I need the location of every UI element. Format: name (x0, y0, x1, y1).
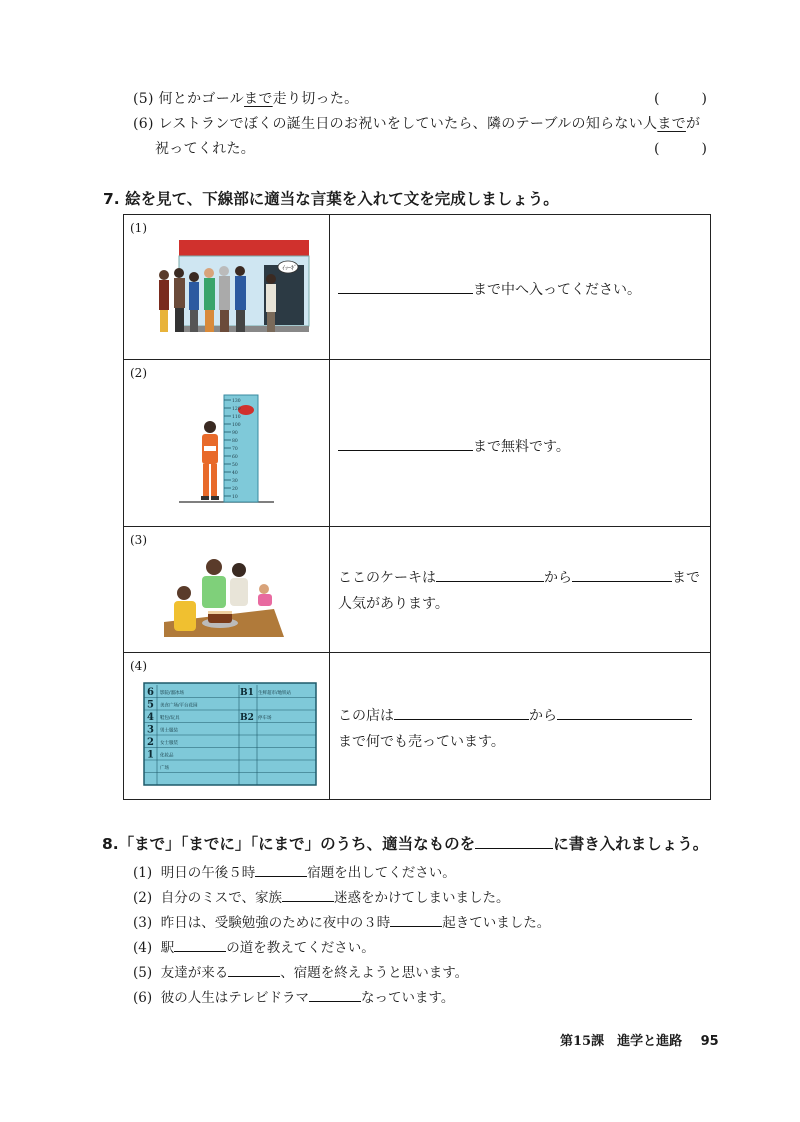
ex7-picture-cell-3: (3) (124, 527, 330, 653)
ex8-answer-blank[interactable] (228, 962, 280, 977)
ruler-tick-label: 130 (232, 399, 241, 404)
floor-number: 5 (147, 699, 154, 711)
floor-label: 美食广场/平台花园 (160, 703, 198, 709)
basement-label: 停车场 (258, 716, 272, 721)
ruler-tick-label: 120 (232, 407, 241, 412)
speech-bubble-text: ｲｯｰｷﾞ (282, 265, 298, 272)
ex8-item: (4) 駅 の道を教えてください。 (133, 936, 375, 956)
answer-blank-4b[interactable] (557, 705, 692, 720)
heading-blank (475, 833, 553, 849)
ex8-answer-blank[interactable] (282, 887, 334, 902)
cake-illustration (124, 527, 329, 653)
floor-number: 4 (147, 712, 154, 723)
answer-blank-4a[interactable] (394, 705, 529, 720)
page-footer: 第15課 進学と進路 95 (560, 1034, 719, 1049)
answer-paren-6[interactable]: ( ) (654, 141, 707, 157)
answer-blank-1[interactable] (338, 279, 473, 294)
ex7-table (123, 214, 711, 800)
store-directory-illustration (124, 653, 329, 800)
ex8-item: (1) 明日の午後５時 宿題を出してください。 (133, 861, 456, 881)
ex8-answer-blank[interactable] (255, 862, 307, 877)
ex7-row-3 (124, 527, 711, 653)
ex8-item: (6) 彼の人生はテレビドラマ なっています。 (133, 986, 454, 1006)
page-number: 95 (700, 1034, 719, 1049)
answer-paren-5[interactable]: ( ) (654, 91, 707, 107)
ex6-item-6-cont: 祝ってくれた。 (155, 141, 256, 157)
ruler-tick-label: 90 (232, 431, 238, 436)
answer-blank-3a[interactable] (436, 567, 544, 582)
ex7-picture-cell-2: (2) 130 120 110 100 90 80 70 60 50 40 30 20 10 (124, 360, 330, 527)
floor-label: 鞋包/玩具 (160, 716, 180, 721)
ex6-item-5: (5) 何とかゴールまで走り切った。 (133, 91, 359, 107)
ex8-answer-blank[interactable] (390, 912, 442, 927)
ruler-tick-label: 100 (232, 423, 241, 428)
queue-illustration (124, 215, 329, 360)
ex7-picture-cell-4: (4) 6 影院/溜冰场 5 美食广场/平台花园 4 鞋包/玩具 3 男士服装 2 女士服装 1 化妆品 广场 B1 生鲜超市/地铁站 B2 停车场 (124, 653, 330, 800)
ex8-item: (3) 昨日は、受験勉強のために夜中の３時 起きていました。 (133, 911, 550, 931)
ex7-row-1 (124, 215, 711, 360)
answer-blank-2[interactable] (338, 436, 473, 451)
basement-number: B1 (240, 688, 254, 698)
ex7-text-cell-3: ここのケーキは から まで 人気があります。 (330, 527, 711, 653)
floor-label: 男士服装 (160, 728, 178, 734)
ex8-heading: 8.「まで」「までに」「にまで」のうち、適当なものを に書き入れましょう。 (102, 835, 709, 853)
floor-number: 3 (147, 724, 154, 736)
ex7-text-cell-1: まで中へ入ってください。 (330, 215, 711, 360)
ex7-heading: 7. 絵を見て、下線部に適当な言葉を入れて文を完成しましょう。 (103, 190, 559, 208)
floor-label: 影院/溜冰场 (160, 691, 185, 696)
ruler-tick-label: 40 (232, 471, 238, 476)
ruler-tick-label: 10 (232, 495, 238, 500)
floor-label: 化妆品 (160, 753, 174, 759)
floor-number: 2 (147, 737, 154, 748)
ex8-answer-blank[interactable] (309, 987, 361, 1002)
floor-number: 6 (147, 687, 154, 698)
ruler-tick-label: 20 (232, 487, 238, 492)
floor-label: 女士服装 (160, 741, 178, 746)
ruler-tick-label: 80 (232, 439, 238, 444)
ex8-item: (2) 自分のミスで、家族 迷惑をかけてしまいました。 (133, 886, 509, 906)
ex7-picture-cell-1: (1) ｲｯｰｷﾞ (124, 215, 330, 360)
answer-blank-3b[interactable] (572, 567, 672, 582)
basement-number: B2 (240, 713, 254, 723)
ex7-row-4 (124, 653, 711, 800)
height-chart-illustration (124, 360, 329, 527)
basement-label: 生鲜超市/地铁站 (258, 691, 292, 696)
ex8-item: (5) 友達が来る 、宿題を終えようと思います。 (133, 961, 468, 981)
floor-number: 1 (147, 749, 154, 761)
ruler-tick-label: 110 (232, 415, 241, 420)
ruler-tick-label: 60 (232, 455, 238, 460)
ruler-tick-label: 70 (232, 447, 238, 452)
ruler-tick-label: 50 (232, 463, 238, 468)
ex6-item-6: (6) レストランでぼくの誕生日のお祝いをしていたら、隣のテーブルの知らない人までが (133, 116, 701, 132)
ruler-tick-label: 30 (232, 479, 238, 484)
child-figure (201, 421, 219, 500)
ex7-row-2 (124, 360, 711, 527)
ex7-text-cell-4: この店は から まで何でも売っています。 (330, 653, 711, 800)
floor-label: 广场 (160, 766, 169, 771)
ex8-answer-blank[interactable] (174, 937, 226, 952)
ex7-text-cell-2: まで無料です。 (330, 360, 711, 527)
